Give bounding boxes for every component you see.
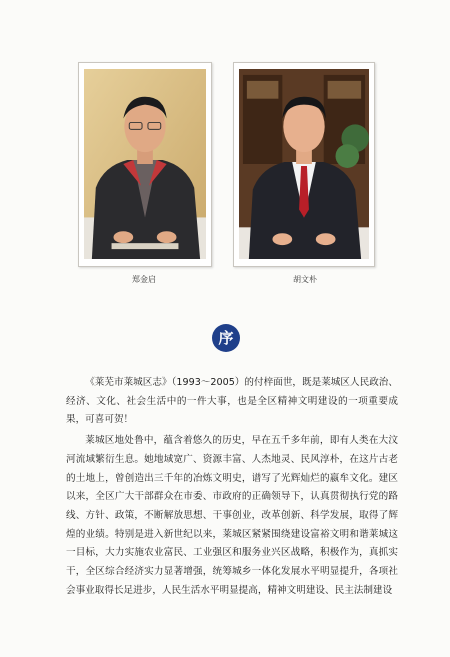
section-title-badge: 序	[212, 324, 240, 352]
portrait-photo-right	[233, 62, 375, 267]
preface-body	[66, 374, 398, 602]
paragraph: 《莱芜市莱城区志》（1993～2005）的付梓面世，既是莱城区人民政治、经济、文化、社会生活中的一件大事，也是全区精神文明建设的一项重要成果，可喜可贺！	[66, 377, 398, 426]
portrait-image	[84, 69, 206, 259]
paragraph: 莱城区地处鲁中，蕴含着悠久的历史，早在五千多年前，即有人类在大汶河流域繁衍生息。她地域宽广、资源丰富、人杰地灵、民风淳朴，在这片古老的土地上，曾创造出三千年的冶炼文明史，谱写了光辉灿烂的嬴牟文化。建区以来，全区广大干部群众在市委、市政府的正确领导下，认真贯彻执行党的路线、方针、政策，不断解放思想、干事创业，改革创新、科学发展，取得了辉煌的业绩。特别是进入新世纪以来，莱城区紧紧围绕建设富裕文明和谐莱城这一目标，大力实施农业富民、工业强区和服务业兴区战略，积极作为，真抓实干，全区综合经济实力显著增强，统筹城乡一体化发展水平明显提升，各项社会事业取得长足进步，人民生活水平明显提高，精神文明建设、民主法制建设	[66, 435, 398, 596]
photo-caption-left: 郑金启	[132, 275, 156, 284]
portrait-photo-left	[78, 62, 212, 267]
portrait-image	[239, 69, 369, 259]
photo-caption-right: 胡文朴	[293, 275, 317, 284]
